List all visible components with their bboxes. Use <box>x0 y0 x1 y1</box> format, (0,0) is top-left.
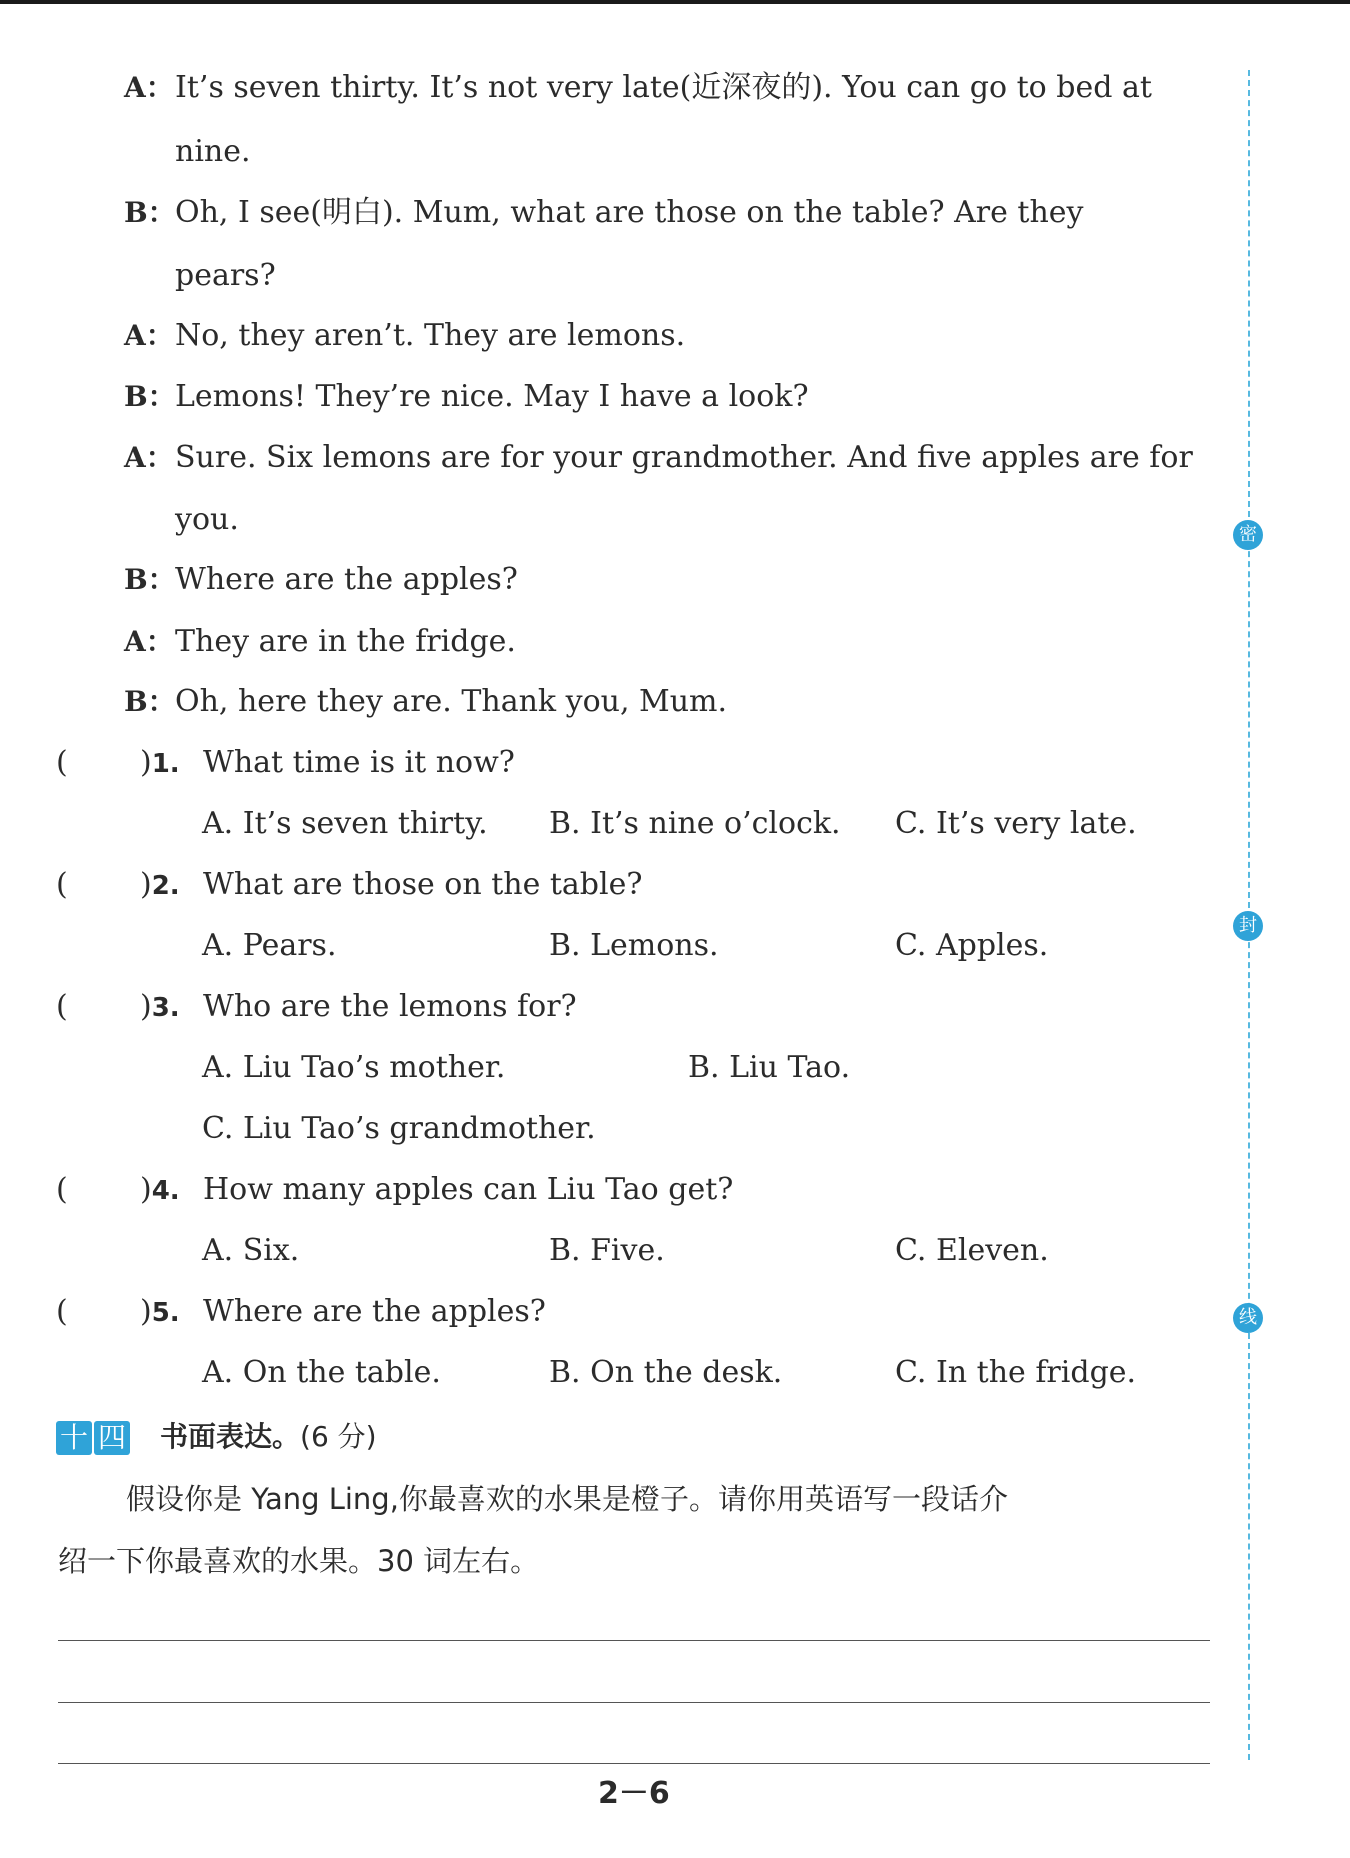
speaker-label: B： <box>124 563 176 596</box>
answer-blank-open[interactable]: ( <box>56 867 68 902</box>
question-number <box>140 1294 180 1331</box>
answer-blank-open[interactable]: ( <box>56 1294 68 1329</box>
option-b: B. On the desk. <box>549 1355 783 1390</box>
top-border <box>0 0 1350 4</box>
option-a: A. On the table. <box>202 1355 441 1390</box>
dialogue-line: No, they aren’t. They are lemons. <box>175 318 686 353</box>
option-b: B. Lemons. <box>549 928 719 963</box>
answer-blank-open[interactable]: ( <box>56 989 68 1024</box>
section-title <box>160 1419 377 1455</box>
speaker-label: B： <box>124 380 176 413</box>
writing-prompt-line: 假设你是 Yang Ling,你最喜欢的水果是橙子。请你用英语写一段话介 <box>126 1482 1008 1516</box>
question-text: Where are the apples? <box>203 1294 546 1329</box>
writing-line[interactable] <box>58 1702 1210 1703</box>
option-c: C. It’s very late. <box>895 806 1137 841</box>
dialogue-line: pears? <box>175 258 276 293</box>
writing-line[interactable] <box>58 1763 1210 1764</box>
option-a: A. Six. <box>202 1233 300 1268</box>
answer-blank-close: ) <box>140 989 152 1024</box>
dialogue-line: you. <box>175 502 239 537</box>
dialogue-line: Sure. Six lemons are for your grandmother. And five apples are for <box>175 440 1193 475</box>
writing-line[interactable] <box>58 1640 1210 1641</box>
option-c: C. In the fridge. <box>895 1355 1137 1390</box>
answer-blank-open[interactable]: ( <box>56 745 68 780</box>
page-number: 2－6 <box>598 1776 670 1811</box>
speaker-label: B： <box>124 196 176 229</box>
speaker-label: B： <box>124 685 176 718</box>
speaker-label: A： <box>124 441 174 474</box>
dialogue-line: nine. <box>175 134 251 169</box>
section-badge-char: 四 <box>94 1421 130 1455</box>
answer-blank-close: ) <box>140 745 152 780</box>
writing-prompt-line: 绍一下你最喜欢的水果。30 词左右。 <box>58 1544 540 1578</box>
speaker-label: A： <box>124 319 174 352</box>
question-num: 5. <box>151 1298 180 1328</box>
option-b: B. It’s nine o’clock. <box>549 806 841 841</box>
binding-mark-feng: 封 <box>1233 911 1263 941</box>
speaker-label: A： <box>124 71 174 104</box>
dialogue-line: Where are the apples? <box>175 562 518 597</box>
option-c: C. Eleven. <box>895 1233 1049 1268</box>
question-number <box>140 989 180 1026</box>
binding-mark-mi: 密 <box>1233 520 1263 550</box>
section-title-text: 书面表达。 <box>160 1420 301 1453</box>
speaker-label: A： <box>124 625 174 658</box>
option-c: C. Apples. <box>895 928 1049 963</box>
option-c: C. Liu Tao’s grandmother. <box>202 1111 596 1146</box>
question-text: What time is it now? <box>203 745 515 780</box>
question-number <box>140 1172 180 1209</box>
answer-blank-close: ) <box>140 867 152 902</box>
binding-mark-xian: 线 <box>1233 1303 1263 1333</box>
option-a: A. Pears. <box>202 928 337 963</box>
dialogue-line: It’s seven thirty. It’s not very late(近深夜的). You can go to bed at <box>175 70 1152 105</box>
dialogue-line: Lemons! They’re nice. May I have a look? <box>175 379 809 414</box>
question-number <box>140 745 180 782</box>
question-number <box>140 867 180 904</box>
dialogue-line: They are in the fridge. <box>175 624 516 659</box>
option-a: A. Liu Tao’s mother. <box>202 1050 506 1085</box>
question-text: What are those on the table? <box>203 867 643 902</box>
option-b: B. Liu Tao. <box>688 1050 851 1085</box>
answer-blank-open[interactable]: ( <box>56 1172 68 1207</box>
question-num: 1. <box>151 749 180 779</box>
answer-blank-close: ) <box>140 1294 152 1329</box>
question-num: 3. <box>151 993 180 1023</box>
dialogue-line: Oh, here they are. Thank you, Mum. <box>175 684 728 719</box>
question-num: 4. <box>151 1176 180 1206</box>
question-text: How many apples can Liu Tao get? <box>203 1172 734 1207</box>
question-num: 2. <box>151 871 180 901</box>
option-b: B. Five. <box>549 1233 665 1268</box>
answer-blank-close: ) <box>140 1172 152 1207</box>
option-a: A. It’s seven thirty. <box>202 806 488 841</box>
dialogue-line: Oh, I see(明白). Mum, what are those on the table? Are they <box>175 195 1084 230</box>
section-number-badge <box>56 1421 130 1455</box>
question-text: Who are the lemons for? <box>203 989 577 1024</box>
section-score: (6 分) <box>300 1420 377 1453</box>
section-badge-char: 十 <box>56 1421 92 1455</box>
